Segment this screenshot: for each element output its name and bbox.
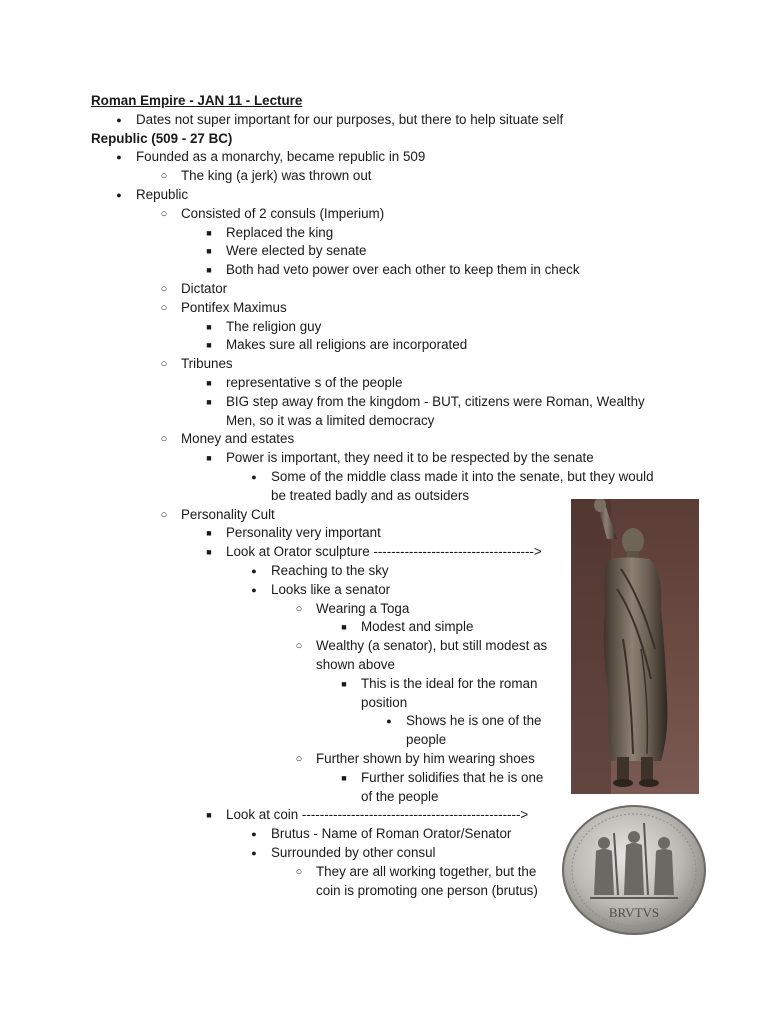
note-line: Looks like a senator bbox=[271, 581, 391, 597]
bullet-marker: ■ bbox=[206, 340, 212, 351]
bullet-marker: ■ bbox=[206, 246, 212, 257]
note-line: Further solidifies that he is one bbox=[361, 769, 544, 785]
bullet-marker: ■ bbox=[341, 772, 347, 783]
note-line: people bbox=[406, 732, 447, 748]
note-line: Makes sure all religions are incorporated bbox=[226, 337, 468, 353]
note-line: Dates not super important for our purposes, but there to help situate self bbox=[136, 111, 564, 127]
note-line: Brutus - Name of Roman Orator/Senator bbox=[271, 826, 512, 842]
bullet-marker: ○ bbox=[160, 207, 168, 220]
note-line: BIG step away from the kingdom - BUT, citizens were Roman, Wealthy bbox=[226, 393, 645, 409]
note-line: coin is promoting one person (brutus) bbox=[316, 882, 538, 898]
note-line: This is the ideal for the roman bbox=[361, 675, 538, 691]
note-line: Wealthy (a senator), but still modest as bbox=[316, 638, 548, 654]
bullet-marker: ○ bbox=[295, 602, 303, 615]
note-line: Founded as a monarchy, became republic in 509 bbox=[136, 149, 426, 165]
note-line: Reaching to the sky bbox=[271, 563, 389, 578]
note-line: Personality very important bbox=[226, 525, 381, 541]
note-line: Were elected by senate bbox=[226, 243, 367, 259]
note-line: Both had veto power over each other to keep them in check bbox=[226, 262, 580, 278]
bullet-marker: ● bbox=[116, 190, 122, 200]
note-line: The king (a jerk) was thrown out bbox=[181, 168, 372, 184]
note-line: They are all working together, but the bbox=[316, 863, 537, 879]
bullet-marker: ■ bbox=[206, 453, 212, 464]
bullet-marker: ● bbox=[251, 584, 257, 595]
bullet-marker: ○ bbox=[160, 433, 168, 446]
page-title: Roman Empire - JAN 11 - Lecture bbox=[91, 93, 303, 108]
note-line: position bbox=[361, 694, 408, 710]
note-line: Look at coin -------------------------------------------------> bbox=[226, 807, 529, 823]
note-line: Further shown by him wearing shoes bbox=[316, 751, 535, 766]
bullet-marker: ○ bbox=[160, 508, 168, 521]
bullet-marker: ■ bbox=[341, 622, 347, 633]
note-line: Surrounded by other consul bbox=[271, 845, 436, 860]
bullet-marker: ■ bbox=[206, 396, 212, 407]
note-line: Shows he is one of the bbox=[406, 713, 542, 729]
coin-inscription: BRVTVS bbox=[608, 905, 660, 920]
note-line: Personality Cult bbox=[181, 506, 275, 522]
note-line: Men, so it was a limited democracy bbox=[226, 412, 435, 428]
orator-statue-image bbox=[571, 499, 699, 794]
note-line: of the people bbox=[361, 788, 439, 804]
bullet-marker: ■ bbox=[206, 810, 212, 821]
bullet-marker: ■ bbox=[206, 378, 212, 388]
bullet-marker: ○ bbox=[160, 283, 168, 295]
note-line: Power is important, they need it to be respected by the senate bbox=[226, 450, 594, 466]
note-line: Consisted of 2 consuls (Imperium) bbox=[181, 205, 385, 221]
note-line: Money and estates bbox=[181, 431, 295, 447]
bullet-marker: ■ bbox=[341, 678, 347, 689]
brutus-coin-photo bbox=[560, 803, 708, 937]
note-line: Some of the middle class made it into the senate, but they would bbox=[271, 469, 654, 484]
bullet-marker: ○ bbox=[160, 170, 168, 183]
note-line: Pontifex Maximus bbox=[181, 299, 287, 315]
note-line: Replaced the king bbox=[226, 224, 334, 240]
orator-statue-photo bbox=[571, 499, 699, 794]
bullet-marker: ● bbox=[251, 566, 257, 576]
note-line: shown above bbox=[316, 657, 395, 672]
bullet-marker: ■ bbox=[206, 265, 212, 276]
bullet-marker: ■ bbox=[206, 227, 212, 238]
note-line: Modest and simple bbox=[361, 619, 474, 635]
bullet-marker: ○ bbox=[295, 640, 303, 653]
note-line: representative s of the people bbox=[226, 375, 403, 390]
bullet-marker: ● bbox=[116, 114, 122, 125]
bullet-marker: ○ bbox=[295, 753, 303, 765]
bullet-marker: ○ bbox=[160, 358, 168, 371]
bullet-marker: ● bbox=[116, 152, 122, 163]
note-line: Tribunes bbox=[181, 356, 233, 372]
bullet-marker: ● bbox=[251, 472, 257, 482]
brutus-coin-image bbox=[560, 803, 708, 937]
bullet-marker: ● bbox=[251, 829, 257, 840]
bullet-marker: ■ bbox=[206, 321, 212, 332]
note-line: The religion guy bbox=[226, 318, 322, 334]
note-line: be treated badly and as outsiders bbox=[271, 487, 470, 503]
bullet-marker: ○ bbox=[160, 301, 168, 314]
bullet-marker: ● bbox=[251, 848, 257, 858]
note-line: Dictator bbox=[181, 281, 228, 296]
note-line: Wearing a Toga bbox=[316, 600, 410, 616]
bullet-marker: ■ bbox=[206, 547, 212, 558]
bullet-marker: ● bbox=[386, 716, 392, 727]
section-heading: Republic (509 - 27 BC) bbox=[91, 130, 233, 146]
bullet-marker: ○ bbox=[295, 865, 303, 878]
bullet-marker: ■ bbox=[206, 528, 212, 539]
note-line: Republic bbox=[136, 187, 189, 202]
note-line: Look at Orator sculpture ------------------------------------> bbox=[226, 544, 542, 560]
